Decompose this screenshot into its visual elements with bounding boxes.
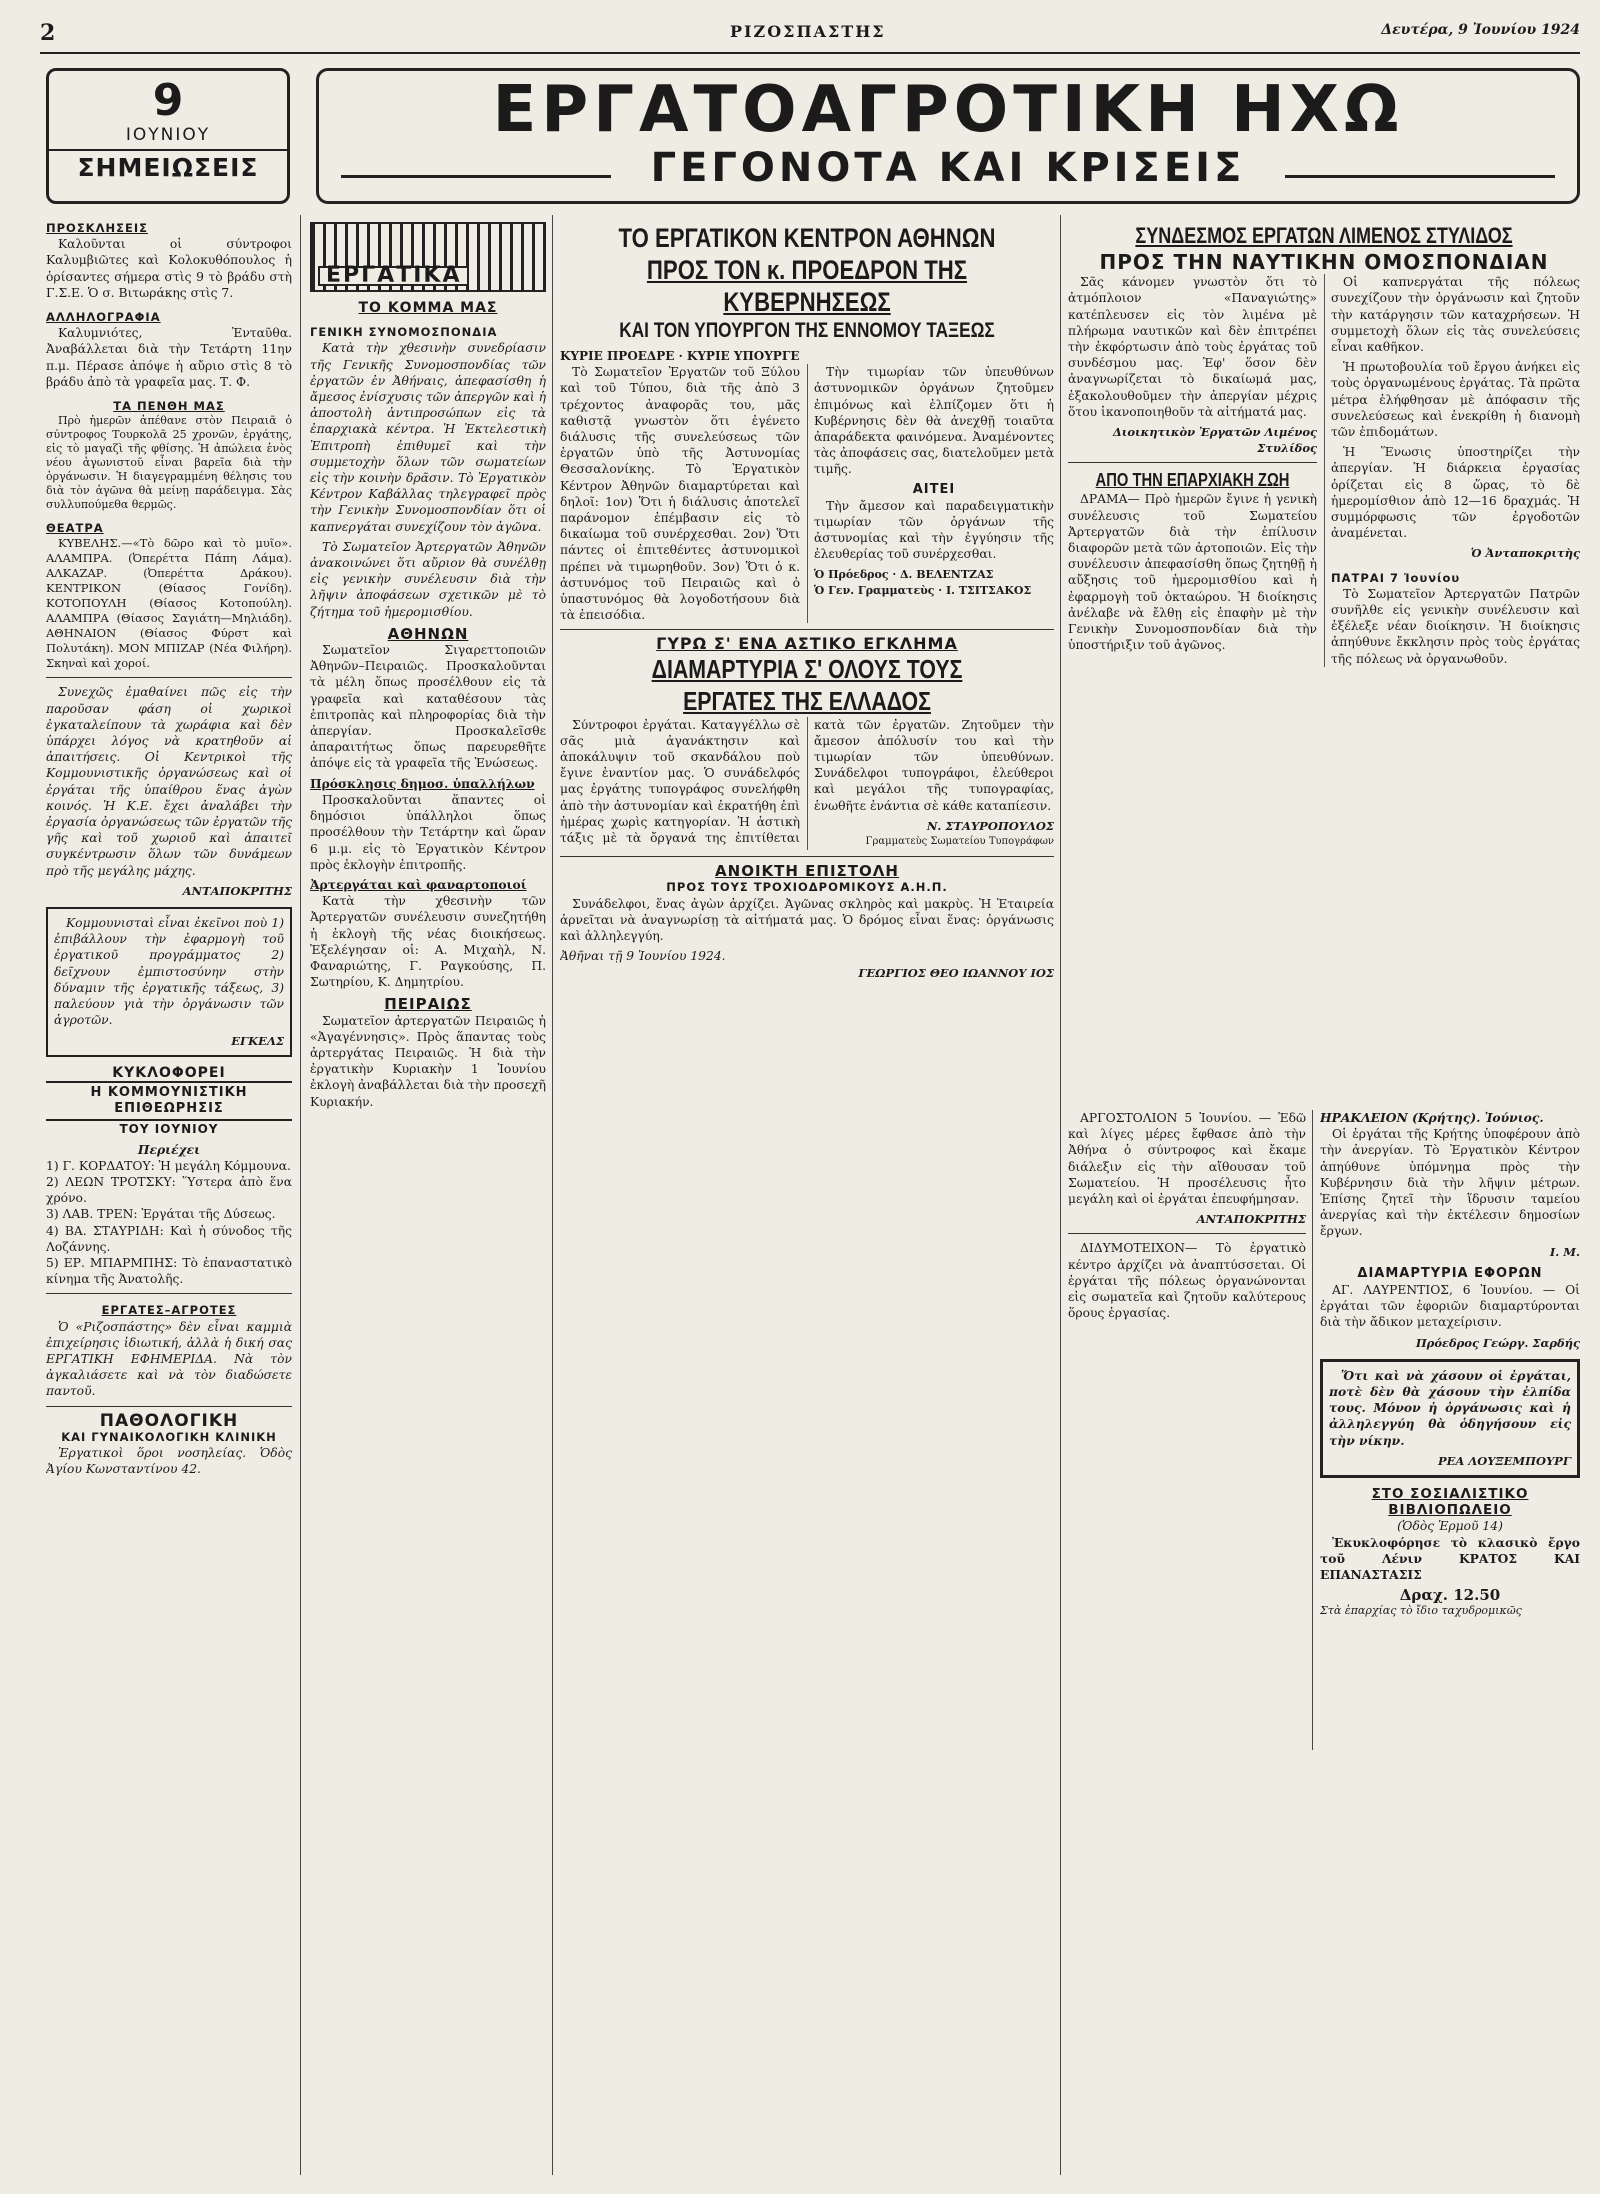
port-subtitle: ΠΡΟΣ ΤΗΝ ΝΑΥΤΙΚΗΝ ΟΜΟΣΠΟΝΔΙΑΝ (1099, 250, 1549, 274)
column-rule (300, 215, 301, 2175)
heraklion-text: Οἱ ἐργάται τῆς Κρήτης ὑποφέρουν ἀπὸ τὴν ἀνεργίαν. Τὸ Ἐργατικὸν Κέντρον ἀπηύθυνε ὑπόμνημα πρὸς τὴν Κυβέρνησιν διὰ τὴν λῆψιν μέτρων. Ἐπίσης ζητεῖ τὴν ἵδρυσιν ταμείου ἀνεργίας καὶ τὴν ἐκτέλεσιν δημοσίων ἔργων. (1320, 1127, 1580, 1239)
bookshop-heading: ΣΤΟ ΣΟΣΙΑΛΙΣΤΙΚΟ ΒΙΒΛΙΟΠΩΛΕΙΟ (1371, 1486, 1529, 1519)
page-number: 2 (40, 20, 56, 46)
province-text: Ἡ Ἕνωσις ὑποστηρίζει τὴν ἀπεργίαν. Ἡ διάρκεια ἐργασίας ὁρίζεται εἰς 8 ὥρας, τὸ δὲ ἡμερομίσθιον ἀπὸ 12—16 δραχμάς. Ἡ συμμόρφωσις τῶν ἐργοδοτῶν ἀναμένεται. (1331, 445, 1580, 541)
clinic-subheading: ΚΑΙ ΓΥΝΑΙΚΟΛΟΓΙΚΗ ΚΛΙΝΙΚΗ (61, 1429, 277, 1444)
province-text: Ἡ πρωτοβουλία τοῦ ἔργου ἀνήκει εἰς τοὺς ὀργανωμένους ἐργάτας. Τὰ πρῶτα μέτρα ἐλήφθησαν μὲ ἀπόφασιν τῆς συνελεύσεως καὶ ἐνεκρίθη ἡ διανομὴ τῶν ἐπιδομάτων. (1331, 360, 1580, 440)
article-salutation: ΚΥΡΙΕ ΠΡΟΕΔΡΕ · ΚΥΡΙΕ ΥΠΟΥΡΓΕ (560, 349, 800, 363)
drama-text: Οἱ καπνεργάται τῆς πόλεως συνεχίζουν τὴν ὀργάνωσιν καὶ ζητοῦν τὴν κατάργησιν τῶν καταχρήσεων. Ἡ συμμετοχὴ ὅλων εἰς τὰς συνελεύσεις εἶναι καθῆκον. (1331, 275, 1580, 355)
article-title-2: ΠΡΟΣ ΤΟΝ κ. ΠΡΟΕΔΡΟΝ ΤΗΣ ΚΥΒΕΡΝΗΣΕΩΣ (646, 255, 968, 317)
newspaper-name: ΡΙΖΟΣΠΑΣΤΗΣ (730, 22, 886, 41)
review-subtitle: ΤΟΥ ΙΟΥΝΙΟΥ (119, 1122, 219, 1137)
heraklion-signature: Ι. Μ. (1549, 1244, 1580, 1259)
column-rule (552, 215, 553, 2175)
mourning-text: Πρὸ ἡμερῶν ἀπέθανε στὸν Πειραιᾶ ὁ σύντροφος Τουρκολᾶ 25 χρονῶν, ἐργάτης, εἰς τὸ μαγαζὶ τῆς φθίσης. Ἡ ἀπώλεια ἑνὸς νέου ἀγωνιστοῦ εἶναι βαρεῖα διὰ τὴν ὀργάνωσιν. Ἡ διαγεγραμμένη θέλησις του διὰ τὸν ἀγῶνα θὰ μείνῃ παράδειγμα. Σὰς συλλυπούμεθα θερμῶς. (46, 414, 292, 512)
party-text: Τὸ Σωματεῖον Ἀρτεργατῶν Ἀθηνῶν ἀνακοινώνει ὅτι αὔριον θὰ συνέλθῃ εἰς γενικὴν συνέλευσιν διὰ τὴν λῆψιν ἀποφάσεων σχετικῶν μὲ τὸ ζήτημα τοῦ ἡμερομισθίου. (310, 539, 546, 619)
divider (1068, 1233, 1306, 1234)
divider (560, 629, 1054, 630)
tax-signature: Πρόεδρος Γεώργ. Σαρδής (1415, 1335, 1580, 1350)
scandal-text: Σύντροφοι ἐργάται. Καταγγέλλω σὲ σᾶς μιὰ ἀγανάκτησιν καὶ ἀποκάλυψιν τοῦ σκανδάλου ποὺ ἔγινε ἐναντίον μας. Ὁ συνάδελφός μας ἐργάτης τυπογράφος συνελήφθη ἀπὸ τὴν ἀστυνομίαν καὶ ἐκρατήθη ἐπὶ ἡμέρας χωρὶς κατηγορίαν. Ἡ ἀστικὴ τάξις μὲ τὰ ὄργανά της ἐπιτίθεται κατὰ τῶν ἐργατῶν. Ζητοῦμεν τὴν ἄμεσον ἀπόλυσίν του καὶ τὴν τιμωρίαν τῶν ὑπευθύνων. Συνάδελφοι τυπογράφοι, ἐλεύθεροι καὶ μεγάλοι τῆς τυπογραφίας, ἑνωθῆτε ἐνάντια σὲ κάθε καταπίεσιν. (560, 717, 1054, 846)
port-title: ΣΥΝΔΕΣΜΟΣ ΕΡΓΑΤΩΝ ΛΙΜΕΝΟΣ ΣΤΥΛΙΔΟΣ (1135, 223, 1513, 248)
general-confederation-heading: ΓΕΝΙΚΗ ΣΥΝΟΜΟΣΠΟΝΔΙΑ (310, 325, 498, 340)
scandal-body (560, 717, 1054, 851)
signature-president: Ὁ Πρόεδρος · Δ. ΒΕΛΕΝΤΖΑΣ (814, 567, 994, 581)
date-day: 9 (152, 75, 184, 126)
column-port-workers (1068, 222, 1580, 1102)
argos-signature: ΑΝΤΑΠΟΚΡΙΤΗΣ (1196, 1212, 1306, 1227)
column-province-lower (1068, 1110, 1306, 2180)
column-heraklion (1320, 1110, 1580, 2180)
province-heading: ΑΠΟ ΤΗΝ ΕΠΑΡΧΙΑΚΗ ΖΩΗ (1095, 470, 1290, 491)
open-letter-signature: ΓΕΩΡΓΙΟΣ ΘΕΟ ΙΩΑΝΝΟΥ ΙΟΣ (858, 965, 1054, 980)
province-signature: Ὁ Ἀνταποκριτὴς (1470, 546, 1580, 561)
invitations-text: Καλοῦνται οἱ σύντροφοι Καλυμβιῶτες καὶ Κολοκυθόπουλος ἡ ὁρίσαντες σήμερα στὶς 9 τὸ βράδυ στὴ Γ.Σ.Ε. Ὁ σ. Βιτωράκης στὶς 7. (46, 237, 292, 300)
divider (46, 1293, 292, 1294)
open-letter-heading: ΑΝΟΙΚΤΗ ΕΠΙΣΤΟΛΗ (715, 862, 899, 881)
masthead-subtitle: ΓΕΓΟΝΟΤΑ ΚΑΙ ΚΡΙΣΕΙΣ (650, 145, 1246, 191)
communists-text: Κομμουνισταὶ εἶναι ἐκεῖνοι ποὺ 1) ἐπιβάλλουν τὴν ἐφαρμογὴ τοῦ ἐργατικοῦ προγράμματος 2) δεῖχνουν ἐμπιστοσύνην στὴν δύναμιν τῆς ἐργατικῆς τάξεως, 3) παλεύουν γιὰ τὴν ὀργάνωσιν τῶν ἀγροτῶν. (54, 916, 284, 1028)
labour-logo-text: ΕΡΓΑΤΙΚΑ (318, 266, 469, 286)
page-header (40, 18, 1580, 54)
correspondent-signature: ΑΝΤΑΠΟΚΡΙΤΗΣ (182, 883, 292, 898)
masthead-title: ΕΡΓΑΤΟΑΓΡΟΤΙΚΗ ΗΧΩ (492, 73, 1404, 147)
review-item: 2) ΛΕΩΝ ΤΡΟΤΣΚΥ: Ὕστερα ἀπὸ ἕνα χρόνο. (46, 1174, 292, 1206)
bakers-text: Κατὰ τὴν χθεσινὴν τῶν Ἀρτεργατῶν συνέλευσιν συνεζητήθη ἡ ἐκλογὴ τῆς νέας διοικήσεως. Ἐξελέγησαν οἱ: Α. Μιχαὴλ, Ν. Φαναριώτης, Γ. Ραγκούσης, Π. Σωτηρίου, Κ. Δημητρίου. (310, 894, 546, 990)
theatres-heading: ΘΕΑΤΡΑ (46, 521, 104, 536)
theatres-text: ΚΥΒΕΛΗΣ.—«Τὸ δῶρο καὶ τὸ μυῖο». ΑΛΑΜΠΡΑ. (Ὀπερέττα Πάπη Λάμα). ΑΛΚΑΖΑΡ. (Ὀπερέττα Δράκου). ΚΕΝΤΡΙΚΟΝ (Θίασος Γονίδη). ΚΟΤΟΠΟΥΛΗ (Θίασος Κοτοπούλη). ΑΛΑΜΠΡΑ (Θίασος Σαγιάτη—Μηλιάδη). ΑΘΗΝΑΙΟΝ (Θίασος Φύρστ καὶ Πολυτάκη). ΜΟΝ ΜΠΙΖΑΡ (Νέα Φιλήρη). Σκηναὶ καὶ χοροί. (46, 536, 292, 671)
scandal-title: ΔΙΑΜΑΡΤΥΡΙΑ Σ' ΟΛΟΥΣ ΤΟΥΣ ΕΡΓΑΤΕΣ ΤΗΣ ΕΛΛΑΔΟΣ (651, 653, 963, 716)
patras-heading: ΠΑΤΡΑΙ 7 Ἰουνίου (1331, 570, 1461, 585)
athens-heading: ΑΘΗΝΩΝ (387, 624, 469, 643)
heraklion-heading: ΗΡΑΚΛΕΙΟΝ (Κρήτης). Ἰούνιος. (1320, 1110, 1544, 1125)
date-box (46, 68, 290, 204)
didymoteicho-text: ΔΙΔΥΜΟΤΕΙΧΟΝ— Τὸ ἐργατικὸ κέντρο ἀρχίζει νὰ ἀναπτύσσεται. Οἱ ἐργάται τῆς πόλεως ὀργανώνονται εἰς σωματεῖα καὶ ζητοῦν καλύτερους ὅρους ἐργασίας. (1068, 1241, 1306, 1321)
commentary-text: Συνεχῶς ἐμαθαίνει πῶς εἰς τὴν παροῦσαν φάση οἱ χωρικοὶ ἐγκαταλείπουν τὰ χωράφια καὶ δὲν ὑπάρχει λόγος νὰ κρατηθοῦν αἱ ἀπαιτήσεις. Οἱ Κεντρικοὶ τῆς Κομμουνιστικῆς ὀργανώσεως καὶ οἱ ἐργάται τῆς ὑπαίθρου ἕνας ἀγὼν κοινός. Ἡ Κ.Ε. ἔχει ἀναλάβει τὴν ἐργασία ὀργανώσεως τῶν ἐργατῶν τῆς γῆς καὶ τοῦ χωριοῦ καὶ ἀπαιτεῖ συγκέντρωσιν ὅλων τῶν δυνάμεων πρὸ τῆς μεγάλης μάχης. (46, 685, 292, 878)
divider (560, 856, 1054, 857)
quote-signature: ΡΕΑ ΛΟΥΞΕΜΠΟΥΡΓ (1438, 1453, 1571, 1468)
port-body (1068, 274, 1580, 667)
clinic-heading: ΠΑΘΟΛΟΓΙΚΗ (99, 1410, 239, 1431)
article-title-3: ΚΑΙ ΤΟΝ ΥΠΟΥΡΓΟΝ ΤΗΣ ΕΝΝΟΜΟΥ ΤΑΞΕΩΣ (619, 319, 995, 342)
labour-logo (310, 222, 546, 292)
bookshop-address: (Ὁδὸς Ἑρμοῦ 14) (1397, 1519, 1503, 1534)
masthead-rule-right (1285, 175, 1555, 178)
patras-text: Τὸ Σωματεῖον Ἀρτεργατῶν Πατρῶν συνῆλθε εἰς γενικὴν συνέλευσιν καὶ ἐξέλεξε νέαν διοίκησιν. Ἡ διοίκησις ἀπηύθυνε ἔκκλησιν πρὸς τοὺς ἐργάτας τῆς πόλεως νὰ ὀργανωθοῦν. (1331, 586, 1580, 666)
open-letter-text: Συνάδελφοι, ἕνας ἀγὼν ἀρχίζει. Ἀγῶνας σκληρὸς καὶ μακρὺς. Ἡ Ἑταιρεία ἀρνεῖται νὰ ἀναγνωρίσῃ τὰ αἰτήματά μας. Ὁ δρόμος εἶναι ἕνας: ὀργάνωσις καὶ ἀλληλεγγύη. (560, 896, 1054, 944)
correspondence-heading: ΑΛΛΗΛΟΓΡΑΦΙΑ (46, 310, 161, 325)
employees-text: Προσκαλοῦνται ἅπαντες οἱ δημόσιοι ὑπάλληλοι ὅπως προσέλθουν τὴν Τετάρτην καὶ ὥραν 6 μ.μ. εἰς τὸ Ἐργατικὸν Κέντρον πρὸς ἐκλογὴν ἐπιτροπῆς. (310, 792, 546, 872)
open-letter-date: Ἀθῆναι τῇ 9 Ἰουνίου 1924. (560, 949, 726, 964)
communists-box (46, 907, 292, 1057)
tax-heading: ΔΙΑΜΑΡΤΥΡΙΑ ΕΦΟΡΩΝ (1357, 1265, 1543, 1281)
masthead-rule-left (341, 175, 611, 178)
scandal-heading: ΓΥΡΩ Σ' ΕΝΑ ΑΣΤΙΚΟ ΕΓΚΛΗΜΑ (656, 634, 958, 654)
review-item: 4) ΒΑ. ΣΤΑΥΡΙΔΗ: Καὶ ἡ σύνοδος τῆς Λοζάννης. (46, 1223, 292, 1254)
drama-text: ΔΡΑΜΑ— Πρὸ ἡμερῶν ἔγινε ἡ γενικὴ συνέλευσις τοῦ Σωματείου Ἀρτεργατῶν διὰ τὴν ἐπίλυσιν διαφορῶν μετὰ τῶν ἀρτοποιῶν. Εἰς τὴν συνέλευσιν ἀπεφασίσθη ὅπως ζητηθῇ ἡ αὔξησις τοῦ ἡμερομισθίου καὶ ἡ ἐφαρμογὴ τοῦ ὀκταώρου. Ἡ διοίκησις ἀνέλαβε νὰ ἔλθῃ εἰς ἐπαφὴν μὲ τὴν Γενικὴν Συνομοσπονδίαν διὰ τὴν ὑποστήριξιν τοῦ ἀγῶνος. (1068, 492, 1317, 653)
workers-heading: ΕΡΓΑΤΕΣ–ΑΓΡΟΤΕΣ (101, 1303, 237, 1318)
circulates-heading: ΚΥΚΛΟΦΟΡΕΙ (112, 1064, 226, 1081)
scandal-signature: Ν. ΣΤΑΥΡΟΠΟΥΛΟΣ (926, 818, 1054, 833)
correspondence-text: Καλυμνιότες, Ἐνταῦθα. Ἀναβάλλεται διὰ τὴν Τετάρτη 11ην π.μ. Πέρασε ἀπόψε ἡ αὔριο στὶς 8 τὸ βράδυ ἀπὸ τὰ γραφεῖα μας. Τ. Φ. (46, 326, 292, 389)
quote-text: Ὅτι καὶ νὰ χάσουν οἱ ἐργάται, ποτὲ δὲν θὰ χάσουν τὴν ἐλπίδα τους. Μόνον ἡ ὀργάνωσις καὶ ἡ ἀλληλεγγύη θὰ ὁδηγήσουν εἰς τὴν νίκην. (1329, 1367, 1571, 1448)
open-letter-subheading: ΠΡΟΣ ΤΟΥΣ ΤΡΟΧΙΟΔΡΟΜΙΚΟΥΣ Α.Η.Π. (666, 880, 948, 895)
article-title: ΤΟ ΕΡΓΑΤΙΚΟΝ ΚΕΝΤΡΟΝ ΑΘΗΝΩΝ (618, 223, 996, 253)
column-rule (1060, 215, 1061, 2175)
port-text: Σᾶς κάνομεν γνωστὸν ὅτι τὸ ἀτμόπλοιον «Παναγιώτης» κατέπλευσεν εἰς τὸν λιμένα μὲ πλήρωμα ναυτικῶν καὶ δὲν ἐπιτρέπει τὴν ἐκφόρτωσιν ἀπὸ τοὺς ἐργάτας τοῦ συνδέσμου μας. Ἐφ' ὅσον δὲν ἀναγνωρίζεται τὸ δικαίωμά μας, ἐξακολουθοῦμεν τὴν ἀπεργίαν μέχρις ὅτου ἱκανοποιηθοῦν τὰ αἰτήματά μας. (1068, 275, 1317, 419)
piraeus-text: Σωματεῖον ἀρτεργατῶν Πειραιῶς ἡ «Ἀγαγέννησις». Πρὸς ἅπαντας τοὺς ἀρτεργάτας Πειραιῶς. Ἡ διὰ τὴν ἐργατικὴν Κυριακὴν 1 Ἰουνίου ἐκλογὴ ἀναβάλλεται διὰ τὴν προσεχῆ Κυριακήν. (310, 1013, 546, 1109)
athens-text: Σωματεῖον Σιγαρεττοποιῶν Ἀθηνῶν–Πειραιῶς. Προσκαλοῦνται τὰ μέλη ὅπως προσέλθουν εἰς τὰ γραφεῖα καὶ καταθέσουν τὰς ἐπιτροπὰς καὶ πληροφορίας διὰ τὴν ἀπεργίαν. Προσκαλεῖσθε ἀπαραιτήτως ὅπως παρευρεθῆτε ἀπόψε εἰς τὰ γραφεῖα τῆς Ἑνώσεως. (310, 643, 546, 771)
divider (46, 1406, 292, 1407)
communists-signature: ΕΓΚΕΛΣ (231, 1033, 284, 1048)
bookshop-text: Ἐκυκλοφόρησε τὸ κλασικὸ ἔργο τοῦ Λένιν ΚΡΑΤΟΣ ΚΑΙ ΕΠΑΝΑΣΤΑΣΙΣ (1320, 1534, 1580, 1583)
article-body (560, 364, 1054, 623)
column-notes (46, 212, 292, 2182)
invitations-heading: ΠΡΟΣΚΛΗΣΕΙΣ (46, 221, 148, 235)
review-item: 3) ΛΑΒ. ΤΡΕΝ: Ἐργάται τῆς Δύσεως. (46, 1207, 276, 1222)
scandal-signature-role: Γραμματεὺς Σωματείου Τυπογράφων (865, 836, 1054, 848)
issue-date: Δευτέρα, 9 Ἰουνίου 1924 (1381, 22, 1580, 38)
divider (46, 677, 292, 678)
employees-heading: Πρόσκλησις δημοσ. ὑπαλλήλων (310, 775, 535, 791)
argos-text: ΑΡΓΟΣΤΟΛΙΟΝ 5 Ἰουνίου. — Ἐδῶ καὶ λίγες μέρες ἔφθασε ἀπὸ τὴν Ἀθήνα ὁ σύντροφος καὶ ἔκαμε διάλεξιν εἰς τὴν αἴθουσαν τοῦ Σωματείου. Ἡ προσέλευσις ἦτο μεγάλη καὶ οἱ ἐργάται ἐπευφήμησαν. (1068, 1111, 1306, 1207)
column-labour-centre (560, 222, 1054, 2182)
article-text: Τὴν τιμωρίαν τῶν ὑπευθύνων ἀστυνομικῶν ὀργάνων ζητοῦμεν ἐπιμόνως καὶ ἐλπίζομεν ὅτι ἡ Κυβέρνησις δὲν θὰ ἀνεχθῇ τοιαῦτα ἀπαράδεκτα φαινόμενα. Ἀναμένοντες τὰς ἀποφάσεις σας, διατελοῦμεν μετὰ τιμῆς. (814, 365, 1054, 477)
review-item: 5) ΕΡ. ΜΠΑΡΜΠΗΣ: Τὸ ἐπαναστατικὸ κίνημα τῆς Ἀνατολῆς. (46, 1255, 292, 1287)
review-title: Η ΚΟΜΜΟΥΝΙΣΤΙΚΗ ΕΠΙΘΕΩΡΗΣΙΣ (46, 1081, 292, 1121)
signature-secretary: Ὁ Γεν. Γραμματεὺς · Ι. ΤΣΙΤΣΑΚΟΣ (814, 583, 1032, 597)
mourning-heading: ΤΑ ΠΕΝΘΗ ΜΑΣ (113, 399, 225, 414)
bookshop-price: Δραχ. 12.50 (1399, 1586, 1501, 1605)
divider (1068, 462, 1317, 463)
column-labour (310, 222, 546, 2182)
date-month: ΙΟΥΝΙΟΥ (125, 125, 211, 145)
notes-label: ΣΗΜΕΙΩΣΕΙΣ (49, 149, 287, 182)
port-signature: Διοικητικὸν Ἐργατῶν Λιμένος Στυλίδος (1112, 425, 1317, 456)
demand-heading: ΑΙΤΕΙ (912, 481, 956, 497)
party-text: Κατὰ τὴν χθεσινὴν συνεδρίασιν τῆς Γενικῆς Συνομοσπονδίας τῶν ἐργατῶν ἐν Ἀθήναις, ἀπεφασίσθη ἡ ἄμεσος ἐνίσχυσις τῶν ἀπεργῶν καὶ ἡ ἀποστολὴ ἀντιπροσώπων εἰς τὰ ἐπαρχιακὰ κέντρα. Ἡ Ἐκτελεστικὴ Ἐπιτροπὴ ἐπιθυμεῖ καὶ τὴν συμμετοχὴν ὅλων τῶν σωματείων εἰς τὴν κοινὴν δρᾶσιν. Τὸ Ἐργατικὸν Κέντρον Καβάλλας τηλεγραφεῖ πρὸς τὴν Γενικὴν Συνομοσπονδίαν ὅτι οἱ καπνεργάται συνεχίζουν τὸν ἀγῶνα. (310, 341, 546, 534)
demand-text: Τὴν ἄμεσον καὶ παραδειγματικὴν τιμωρίαν τῶν ὀργάνων τῆς ἀστυνομίας καὶ τὴν ἐγγύησιν τῆς ἐλευθερίας τοῦ συνέρχεσθαι. (814, 498, 1054, 562)
party-heading: ΤΟ ΚΟΜΜΑ ΜΑΣ (358, 300, 498, 316)
column-rule (1312, 1110, 1313, 1750)
clinic-text: Ἐργατικοὶ ὅροι νοσηλείας. Ὁδὸς Ἀγίου Κωνσταντίνου 42. (46, 1445, 292, 1477)
tax-text: ΑΓ. ΛΑΥΡΕΝΤΙΟΣ, 6 Ἰουνίου. — Οἱ ἐργάται τῶν ἐφοριῶν διαμαρτύρονται διὰ τὴν ἄδικον μεταχείρισιν. (1320, 1283, 1580, 1330)
workers-text: Ὁ «Ριζοσπάστης» δὲν εἶναι καμμιὰ ἐπιχείρησις ἰδιωτική, ἀλλὰ ἡ δική σας ΕΡΓΑΤΙΚΗ ΕΦΗΜΕΡΙΔΑ. Νὰ τὸν ἀγκαλιάσετε καὶ νὰ τὸν διαδώσετε παντοῦ. (46, 1319, 292, 1399)
article-text: Τὸ Σωματεῖον Ἐργατῶν τοῦ Ξύλου καὶ τοῦ Τύπου, διὰ τῆς ἀπὸ 3 τρέχοντος ἀναφορᾶς του, μᾶς καθιστᾷ γνωστὸν ὅτι ἐγένετο διάλυσις τῆς συνελεύσεως τῶν ἐργατῶν ὑπὸ τῆς Ἀστυνομίας Θεσσαλονίκης. Τὸ Ἐργατικὸν Κέντρον Ἀθηνῶν διαμαρτύρεται καὶ δηλοῖ: 1ον) Ὅτι ἡ διάλυσις ἀποτελεῖ παράνομον ἐπέμβασιν εἰς τὸ δικαίωμα τοῦ συνέρχεσθαι. 2ον) Ὅτι πάντες οἱ ἐπιτεθέντες ἀστυνομικοὶ πρέπει νὰ τιμωρηθοῦν. 3ον) Ὅτι ὁ κ. ἀστυνόμος τοῦ Πειραιῶς καὶ ὁ ὑπαστυνόμος θὰ λογοδοτήσουν διὰ τὰ ἐπεισόδια. (560, 365, 800, 623)
bookshop-footnote: Στὰ ἐπαρχίας τὸ ἴδιο ταχυδρομικῶς (1320, 1604, 1522, 1618)
review-item: 1) Γ. ΚΟΡΔΑΤΟΥ: Ἡ μεγάλη Κόμμουνα. (46, 1158, 291, 1173)
bakers-heading: Ἀρτεργάται καὶ φαναρτοποιοί (310, 876, 527, 892)
masthead (316, 68, 1580, 204)
piraeus-heading: ΠΕΙΡΑΙΩΣ (384, 995, 472, 1014)
review-contents-heading: Περιέχει (137, 1141, 201, 1157)
quote-box (1320, 1359, 1580, 1478)
